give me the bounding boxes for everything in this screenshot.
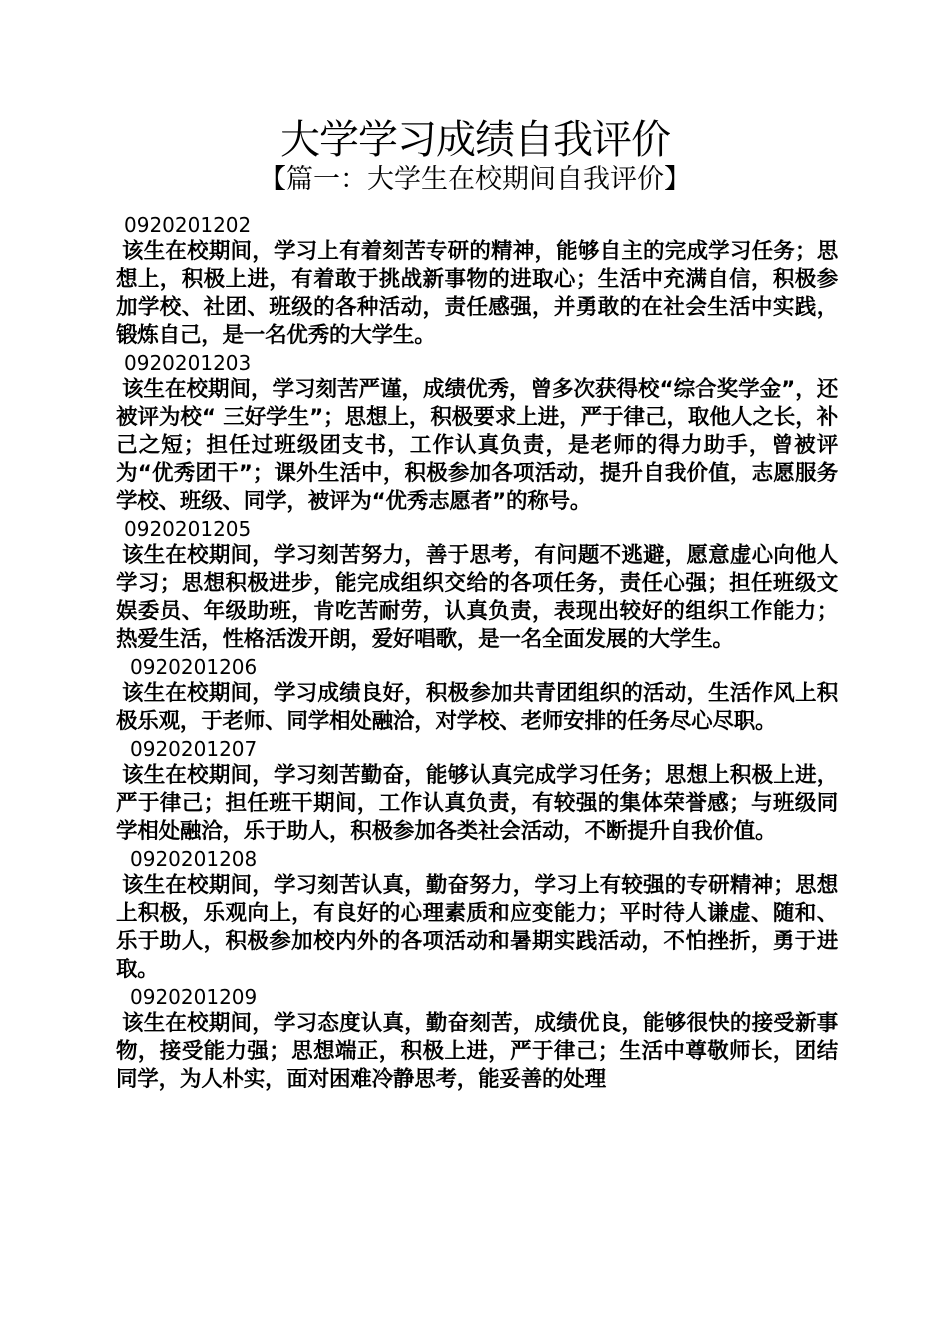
document-subtitle: 【篇一：大学生在校期间自我评价】 — [259, 164, 691, 195]
evaluation-paragraph: 该生在校期间，学习刻苦认真，勤奋努力，学习上有较强的专研精神；思想上积极，乐观向上，有良好的心理素质和应变能力；平时待人谦虚、随和、乐于助人，积极参加校内外的各项活动和暑期实践活动，不怕挫折，勇于进取。 — [116, 873, 838, 982]
evaluation-paragraph: 该生在校期间，学习态度认真，勤奋刻苦，成绩优良，能够很快的接受新事物，接受能力强；思想端正，积极上进，严于律己；生活中尊敬师长，团结同学，为人朴实，面对困难冷静思考，能妥善的处理 — [116, 1011, 838, 1092]
document-title: 大学学习成绩自我评价 — [280, 117, 670, 163]
student-id: 0920201206 — [130, 655, 258, 679]
evaluation-paragraph: 该生在校期间，学习刻苦努力，善于思考，有问题不逃避，愿意虚心向他人学习；思想积极进步，能完成组织交给的各项任务，责任心强；担任班级文娱委员、年级助班，肯吃苦耐劳，认真负责，表现出较好的组织工作能力；热爱生活，性格活泼开朗，爱好唱歌，是一名全面发展的大学生。 — [116, 543, 838, 652]
student-id: 0920201207 — [130, 737, 258, 761]
student-id: 0920201203 — [124, 351, 252, 375]
evaluation-paragraph: 该生在校期间，学习上有着刻苦专研的精神，能够自主的完成学习任务；思想上，积极上进，有着敢于挑战新事物的进取心；生活中充满自信，积极参加学校、社团、班级的各种活动，责任感强，并勇敢的在社会生活中实践，锻炼自己，是一名优秀的大学生。 — [116, 239, 838, 348]
student-id: 0920201209 — [130, 985, 258, 1009]
document-body — [116, 212, 838, 1094]
student-id: 0920201202 — [124, 213, 252, 237]
evaluation-paragraph: 该生在校期间，学习刻苦严谨，成绩优秀，曾多次获得校“综合奖学金”，还被评为校“ 三好学生”；思想上，积极要求上进，严于律己，取他人之长，补己之短；担任过班级团支书，工作认真负责，是老师的得力助手，曾被评为“优秀团干”；课外生活中，积极参加各项活动，提升自我价值，志愿服务学校、班级、同学，被评为“优秀志愿者”的称号。 — [116, 377, 838, 514]
student-id: 0920201205 — [124, 517, 252, 541]
evaluation-paragraph: 该生在校期间，学习成绩良好，积极参加共青团组织的活动，生活作风上积极乐观，于老师、同学相处融洽，对学校、老师安排的任务尽心尽职。 — [116, 681, 838, 734]
student-id: 0920201208 — [130, 847, 258, 871]
evaluation-paragraph: 该生在校期间，学习刻苦勤奋，能够认真完成学习任务；思想上积极上进，严于律己；担任班干期间，工作认真负责，有较强的集体荣誉感；与班级同学相处融洽，乐于助人，积极参加各类社会活动，不断提升自我价值。 — [116, 763, 838, 844]
